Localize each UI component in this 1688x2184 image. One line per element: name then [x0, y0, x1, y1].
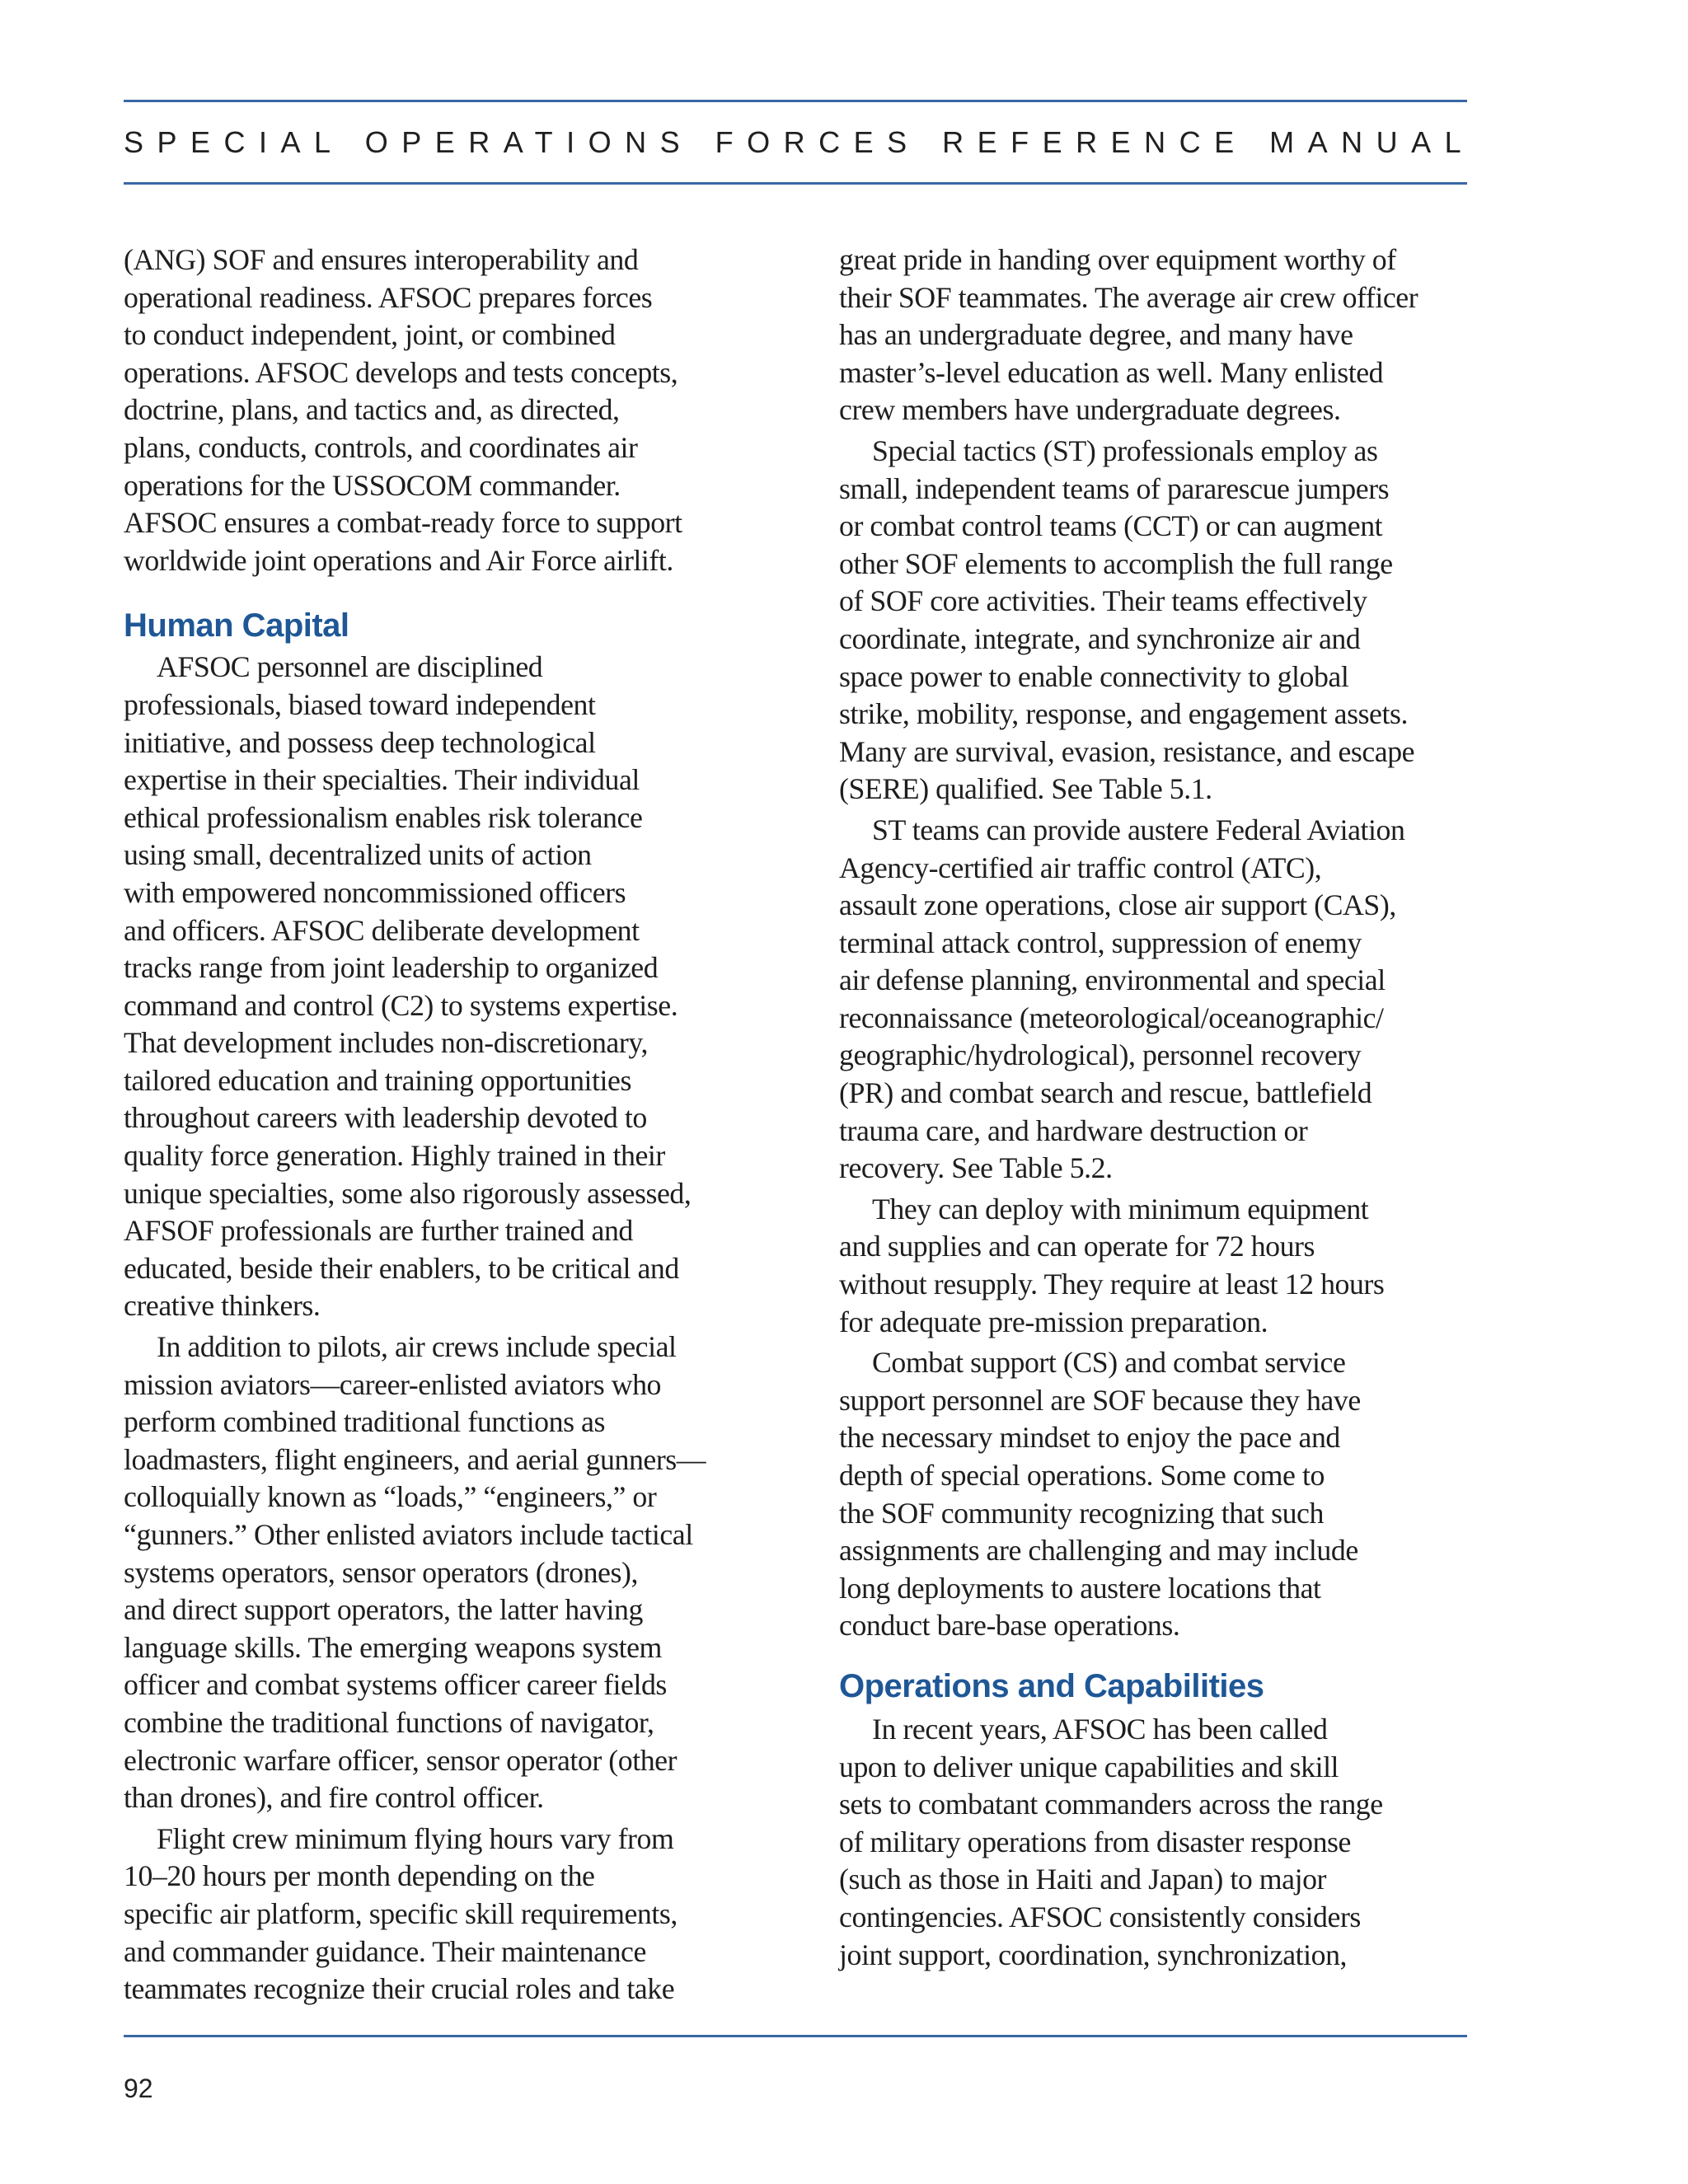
text-line: assault zone operations, close air support (CAS),: [839, 888, 1396, 922]
text-line: initiative, and possess deep technological: [124, 725, 596, 759]
text-line: master’s-level education as well. Many enlisted: [839, 355, 1384, 389]
intro-paragraph: [124, 241, 775, 579]
text-line: contingencies. AFSOC consistently considers: [839, 1900, 1361, 1933]
text-line: geographic/hydrological), personnel recovery: [839, 1038, 1362, 1072]
text-line: throughout careers with leadership devoted to: [124, 1101, 647, 1135]
text-line: for adequate pre-mission preparation.: [839, 1305, 1268, 1338]
header-bottom-rule: [124, 182, 1467, 185]
text-line: depth of special operations. Some come to: [839, 1459, 1325, 1492]
text-line: of SOF core activities. Their teams effectively: [839, 584, 1367, 618]
text-line: small, independent teams of pararescue jumpers: [839, 471, 1390, 505]
text-line: strike, mobility, response, and engagement assets.: [839, 697, 1408, 731]
text-line: long deployments to austere locations that: [839, 1571, 1321, 1605]
text-line: unique specialties, some also rigorously assessed,: [124, 1176, 692, 1210]
text-line: quality force generation. Highly trained in their: [124, 1139, 665, 1173]
text-line: the SOF community recognizing that such: [839, 1496, 1324, 1530]
text-line: other SOF elements to accomplish the full range: [839, 546, 1393, 580]
text-line: ethical professionalism enables risk tolerance: [124, 800, 643, 834]
text-line: using small, decentralized units of action: [124, 838, 592, 872]
text-line: trauma care, and hardware destruction or: [839, 1113, 1308, 1147]
text-line: 10–20 hours per month depending on the: [124, 1859, 595, 1893]
text-line: plans, conducts, controls, and coordinates air: [124, 430, 638, 464]
st-teams-paragraph: [839, 812, 1490, 1188]
text-line: recovery. See Table 5.2.: [839, 1151, 1113, 1185]
section-heading-human-capital: Human Capital: [124, 607, 349, 644]
text-line: space power to enable connectivity to global: [839, 659, 1349, 693]
text-line: (such as those in Haiti and Japan) to major: [839, 1863, 1327, 1896]
text-line: sets to combatant commanders across the range: [839, 1788, 1383, 1821]
special-tactics-paragraph: [839, 433, 1490, 808]
text-line: In recent years, AFSOC has been called: [872, 1712, 1328, 1746]
text-line: officer and combat systems officer career fields: [124, 1668, 667, 1702]
left-column: [124, 241, 775, 2008]
text-line: (PR) and combat search and rescue, battlefield: [839, 1076, 1372, 1110]
human-capital-paragraph-1: [124, 649, 775, 1325]
text-line: ST teams can provide austere Federal Aviation: [872, 813, 1405, 846]
text-line: They can deploy with minimum equipment: [872, 1192, 1369, 1226]
human-capital-paragraph-2: [124, 1329, 775, 1817]
deployment-paragraph: [839, 1191, 1490, 1341]
text-line: without resupply. They require at least 12 hours: [839, 1268, 1385, 1301]
text-line: In addition to pilots, air crews include special: [157, 1330, 677, 1364]
text-line: upon to deliver unique capabilities and skill: [839, 1750, 1339, 1783]
combat-support-paragraph: [839, 1344, 1490, 1645]
text-line: Combat support (CS) and combat service: [872, 1346, 1346, 1380]
text-line: worldwide joint operations and Air Force airlift.: [124, 543, 673, 577]
text-line: Special tactics (ST) professionals employ as: [872, 434, 1378, 467]
text-line: support personnel are SOF because they have: [839, 1383, 1361, 1417]
text-line: coordinate, integrate, and synchronize air and: [839, 621, 1361, 655]
text-line: professionals, biased toward independent: [124, 687, 596, 721]
text-line: reconnaissance (meteorological/oceanographic/: [839, 1001, 1384, 1034]
text-line: loadmasters, flight engineers, and aerial gunners—: [124, 1442, 706, 1476]
text-line: great pride in handing over equipment worthy of: [839, 243, 1396, 276]
text-line: command and control (C2) to systems expertise.: [124, 988, 678, 1022]
text-line: their SOF teammates. The average air crew officer: [839, 280, 1418, 314]
text-line: tracks range from joint leadership to organized: [124, 951, 659, 985]
text-line: specific air platform, specific skill requirements,: [124, 1896, 678, 1930]
text-line: combine the traditional functions of navigator,: [124, 1705, 654, 1739]
text-line: mission aviators—career-enlisted aviators who: [124, 1367, 662, 1401]
footer-rule: [124, 2035, 1467, 2037]
text-line: perform combined traditional functions as: [124, 1405, 605, 1439]
text-line: tailored education and training opportunities: [124, 1063, 631, 1097]
text-line: has an undergraduate degree, and many have: [839, 318, 1353, 352]
text-line: and direct support operators, the latter having: [124, 1593, 643, 1627]
text-line: expertise in their specialties. Their individual: [124, 763, 640, 797]
right-column: [839, 241, 1490, 1974]
text-line: AFSOC ensures a combat-ready force to support: [124, 506, 682, 540]
text-line: operations for the USSOCOM commander.: [124, 468, 621, 502]
text-line: educated, beside their enablers, to be critical and: [124, 1251, 679, 1285]
text-line: doctrine, plans, and tactics and, as directed,: [124, 393, 620, 427]
section-heading-operations-and-capabilities: Operations and Capabilities: [839, 1667, 1264, 1704]
text-line: colloquially known as “loads,” “engineers,” or: [124, 1480, 657, 1514]
text-line: terminal attack control, suppression of enemy: [839, 926, 1362, 959]
text-line: crew members have undergraduate degrees.: [839, 393, 1341, 427]
text-line: operational readiness. AFSOC prepares forces: [124, 280, 653, 314]
text-line: joint support, coordination, synchronization,: [839, 1938, 1348, 1971]
text-line: (SERE) qualified. See Table 5.1.: [839, 772, 1212, 806]
text-line: electronic warfare officer, sensor operator (other: [124, 1743, 678, 1777]
continued-paragraph: [839, 241, 1490, 429]
text-line: teammates recognize their crucial roles and take: [124, 1972, 675, 2006]
text-line: AFSOF professionals are further trained and: [124, 1214, 633, 1248]
human-capital-paragraph-3: [124, 1821, 775, 2008]
text-line: creative thinkers.: [124, 1289, 321, 1323]
text-line: That development includes non-discretionary,: [124, 1026, 648, 1060]
text-line: Many are survival, evasion, resistance, and escape: [839, 734, 1415, 768]
text-line: with empowered noncommissioned officers: [124, 875, 626, 909]
text-line: Flight crew minimum flying hours vary from: [157, 1821, 674, 1855]
text-line: and supplies and can operate for 72 hours: [839, 1230, 1315, 1263]
text-line: and commander guidance. Their maintenance: [124, 1934, 646, 1968]
text-line: operations. AFSOC develops and tests concepts,: [124, 355, 678, 389]
page-number: 92: [124, 2074, 153, 2103]
text-line: assignments are challenging and may include: [839, 1534, 1358, 1568]
text-line: conduct bare-base operations.: [839, 1609, 1180, 1643]
text-line: AFSOC personnel are disciplined: [157, 650, 543, 684]
text-line: of military operations from disaster response: [839, 1825, 1351, 1858]
text-line: language skills. The emerging weapons system: [124, 1630, 662, 1664]
text-line: systems operators, sensor operators (drones),: [124, 1555, 638, 1589]
text-line: than drones), and fire control officer.: [124, 1781, 544, 1815]
text-line: to conduct independent, joint, or combined: [124, 318, 616, 352]
text-line: Agency-certified air traffic control (ATC),: [839, 851, 1322, 884]
text-line: “gunners.” Other enlisted aviators include tactical: [124, 1518, 693, 1551]
header-top-rule: [124, 100, 1467, 102]
text-line: the necessary mindset to enjoy the pace and: [839, 1421, 1340, 1455]
text-line: (ANG) SOF and ensures interoperability and: [124, 243, 639, 276]
text-line: or combat control teams (CCT) or can augment: [839, 509, 1383, 543]
operations-paragraph: [839, 1711, 1490, 1974]
text-line: air defense planning, environmental and special: [839, 963, 1386, 997]
text-line: and officers. AFSOC deliberate development: [124, 913, 640, 947]
running-header-title: SPECIAL OPERATIONS FORCES REFERENCE MANUAL: [124, 125, 1475, 159]
